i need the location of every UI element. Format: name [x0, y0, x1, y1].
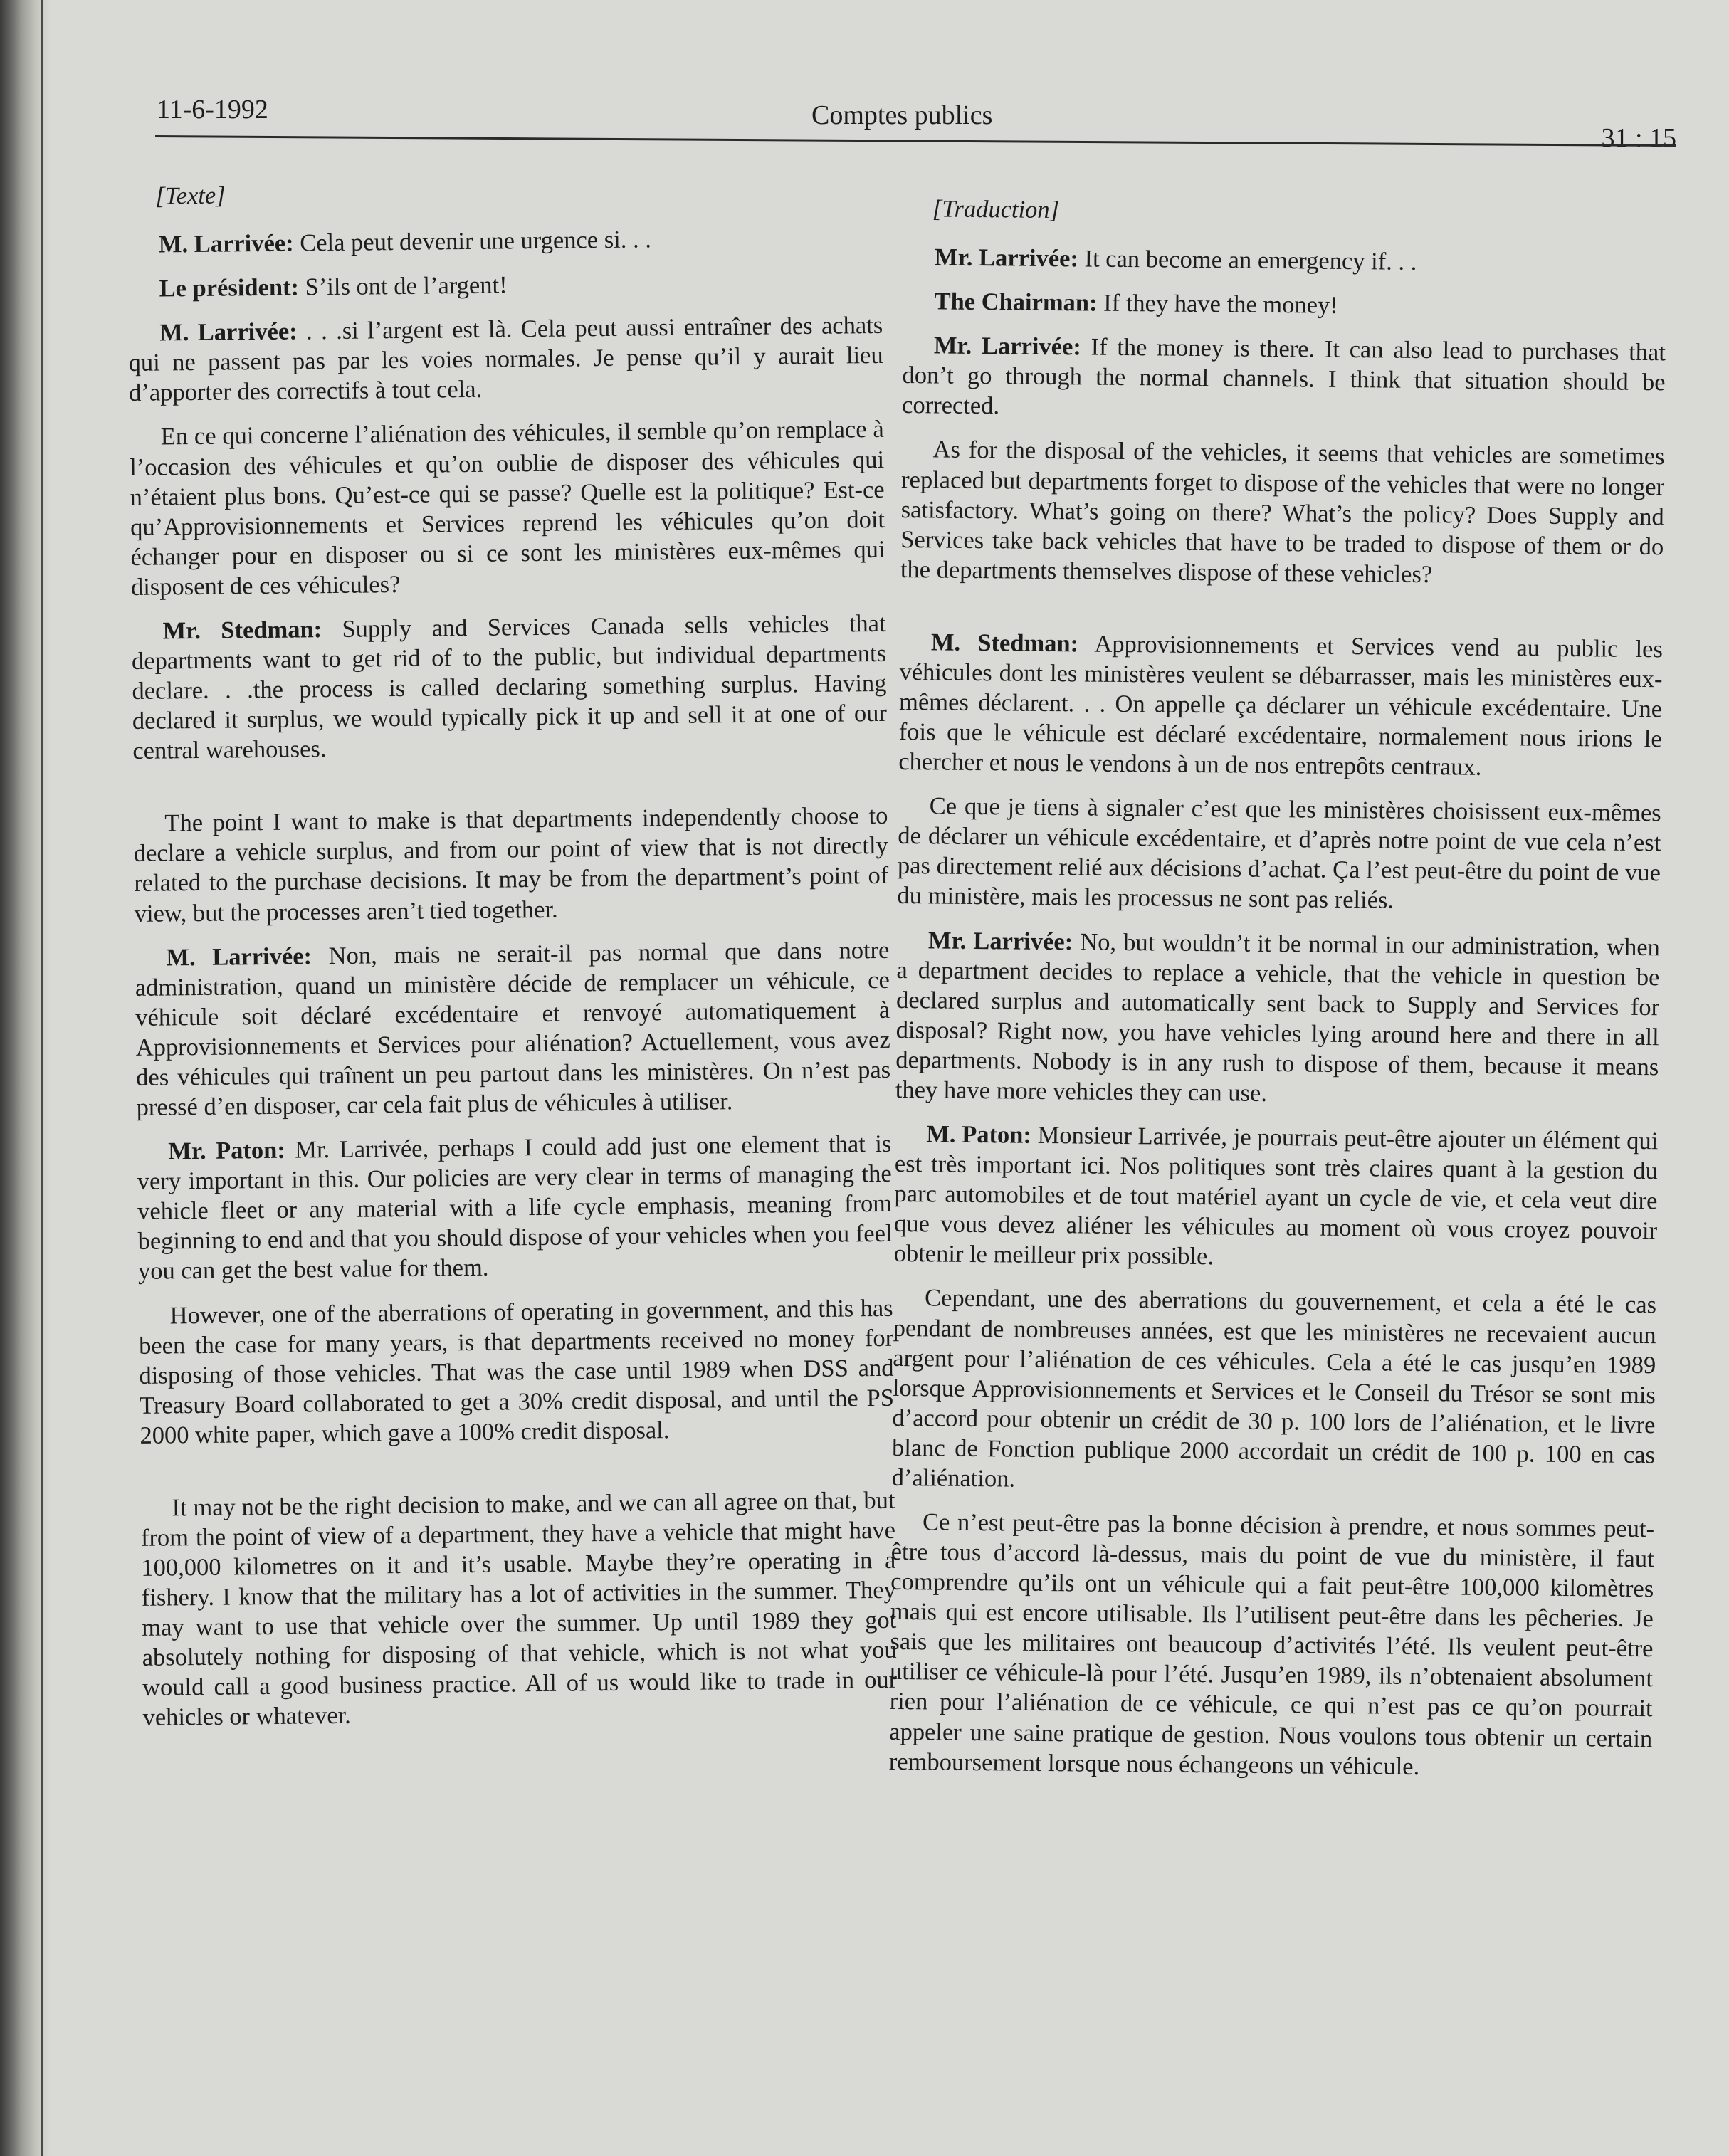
- speaker-name: Mr. Paton:: [168, 1136, 286, 1165]
- paragraph: [898, 627, 1663, 784]
- paragraph-text: It may not be the right decision to make, and we can all agree on that, but from the point of view of a department, they have a vehicle that might have 100,000 kilometres on it and it’s usable. Maybe they’re operating in a fishery. I know that the military has a lot of activities in the summer. They may want to use that vehicle over the summer. Up until 1989 they got absolutely nothing for disposing of that vehicle, which is not what you would call a good business practice. All of us would like to trade in our vehicles or whatever.: [140, 1486, 898, 1732]
- right-column: [888, 194, 1666, 1798]
- paragraph-text: Non, mais ne serait-il pas normal que dans notre administration, quand un ministère décide de remplacer un véhicule, ce véhicule soit déclaré excédentaire et renvoyé automatiquement à Approvisionnements et Services pour aliénation? Actuellement, vous avez des véhicules qui traînent un peu partout dans les ministères. On n’est pas pressé d’en disposer, car cela fait plus de véhicules à utiliser.: [135, 936, 891, 1121]
- paragraph: [889, 1507, 1655, 1784]
- paragraph-text: However, one of the aberrations of operating in government, and this has been the case for many years, is that departments received no money for disposing of those vehicles. That was the case until 1989 when DSS and Treasury Board collaborated to get a 30% credit disposal, and until the PS 2000 white paper, which gave a 100% credit disposal.: [138, 1294, 895, 1449]
- paragraph-text: Ce n’est peut-être pas la bonne décision à prendre, et nous sommes peut-être tous d’accord là-dessus, mais du point de vue du ministère, il faut comprendre qu’ils ont un véhicule qui a fait peut-être 100,000 kilomètres mais qui est encore utilisable. Ils l’utilisent peut-être dans les pêcheries. Je sais que les militaires ont beaucoup d’activités l’été. Ils veulent peut-être utiliser ce véhicule-là pour l’été. Jusqu’en 1989, ils n’obtenaient absolument rien pour l’aliénation de ce véhicule, ce qui n’est pas ce qu’on pourrait appeler une saine pratique de gestion. Nous voulons tous obtenir un certain remboursement lorsque nous échangeons un véhicule.: [888, 1508, 1655, 1780]
- speaker-name: M. Larrivée:: [158, 229, 294, 258]
- speaker-name: Mr. Larrivée:: [933, 332, 1082, 361]
- paragraph: [127, 222, 882, 260]
- left-column: [127, 174, 898, 1747]
- paragraph: [138, 1293, 894, 1450]
- speaker-name: Le président:: [159, 273, 300, 303]
- paragraph-text: Ce que je tiens à signaler c’est que les ministères choisissent eux-mêmes de déclarer un véhicule excédentaire, et d’après notre point de vue cela n’est pas directement relié aux décisions d’achat. Ça l’est peut-être du point de vue du ministère, mais les processus ne sont pas reliés.: [897, 792, 1661, 915]
- speaker-name: Mr. Stedman:: [162, 616, 322, 645]
- paragraph: [133, 801, 889, 928]
- paragraph: [127, 266, 882, 304]
- paragraph: [902, 330, 1666, 428]
- speaker-name: M. Larrivée:: [166, 942, 312, 972]
- paragraph: [135, 935, 891, 1122]
- paragraph-text: As for the disposal of the vehicles, it seems that vehicles are sometimes replaced but departments forget to dispose of the vehicles that were no longer satisfactory. What’s going on there? What’s the policy? Does Supply and Services take back vehicles that have to be traded to dispose of them or do the departments themselves dispose of these vehicles?: [900, 436, 1665, 588]
- paragraph-text: S’ils ont de l’argent!: [298, 271, 508, 301]
- paragraph: [130, 414, 886, 602]
- paragraph-text: It can become an emergency if. . .: [1078, 245, 1417, 275]
- paragraph: [131, 609, 887, 766]
- paragraph: [137, 1129, 893, 1286]
- section-tag-traduction: [Traduction]: [932, 195, 1060, 224]
- paragraph-text: Mr. Larrivée, perhaps I could add just one element that is very important in this. Our policies are very clear in terms of managing the vehicle fleet or any material with a life cycle emphasis, meaning from beginning to end and that you should dispose of your vehicles when you feel you can get the best value for them.: [137, 1130, 893, 1285]
- paragraph: [900, 434, 1665, 591]
- paragraph: [897, 791, 1661, 918]
- paragraph-text: Cependant, une des aberrations du gouvernement, et cela a été le cas pendant de nombreuses années, est que les ministères ne recevaient aucun argent pour l’aliénation de ces véhicules. Cela a été le cas jusqu’en 1989 lorsque Approvisionnements et Services et le Conseil du Trésor se sont mis d’accord pour obtenir un crédit de 30 p. 100 lors de l’aliénation, et le livre blanc de Fonction publique 2000 accordait un crédit de 100 p. 100 en cas d’aliénation.: [891, 1284, 1657, 1493]
- speaker-name: The Chairman:: [934, 288, 1098, 317]
- paragraph: [903, 286, 1666, 323]
- header-date: 11-6-1992: [157, 95, 268, 125]
- speaker-name: M. Stedman:: [930, 629, 1079, 658]
- page-number: 31 : 15: [1601, 123, 1676, 153]
- paragraph-text: Cela peut devenir une urgence si. . .: [293, 226, 652, 257]
- speaker-name: M. Larrivée:: [159, 317, 298, 347]
- paragraph: [891, 1283, 1656, 1500]
- paragraph: [128, 310, 883, 408]
- paragraph-text: Monsieur Larrivée, je pourrais peut-être ajouter un élément qui est très important ici. Nos politiques sont très claires quant à la gestion du parc automobiles et de tout matériel ayant un cycle de vie, et cela veut dire que vous devez aliéner les véhicules au moment où vous croyez pouvoir obtenir le meilleur prix possible.: [893, 1121, 1659, 1271]
- section-tag-texte: [Texte]: [155, 182, 226, 210]
- paragraph-text: . . .si l’argent est là. Cela peut aussi entraîner des achats qui ne passent pas par les voies normales. Je pense qu’il y aurait lieu d’apporter des correctifs à tout cela.: [128, 312, 883, 407]
- paragraph-text: Approvisionnements et Services vend au public les véhicules dont les ministères veulent se débarrasser, mais les ministères eux-mêmes déclarent. . . On appelle ça déclarer un véhicule excédentaire. Une fois que le véhicule est déclaré excédentaire, normalement nous irions le chercher et nous le vendons à un de nos entrepôts centraux.: [898, 630, 1664, 781]
- paragraph: [903, 242, 1666, 279]
- paragraph-text: If the money is there. It can also lead to purchases that don’t go through the normal channels. I think that situation should be corrected.: [901, 333, 1666, 420]
- paragraph-text: No, but wouldn’t it be normal in our administration, when a department decides to replace a vehicle, that the vehicle in question be declared surplus and automatically sent back to Supply and Services for disposal? Right now, you have vehicles lying around here and there in all departments. Nobody is in any rush to dispose of them, because it means they have more vehicles they can use.: [895, 927, 1661, 1107]
- header-title: Comptes publics: [811, 100, 993, 130]
- paragraph: [894, 1119, 1659, 1276]
- paragraph-text: If they have the money!: [1097, 289, 1338, 320]
- speaker-name: M. Paton:: [926, 1120, 1032, 1149]
- paragraph-text: The point I want to make is that departments independently choose to declare a vehicle surplus, and from our point of view that is not directly related to the purchase decisions. It may be from the department’s point of view, but the processes aren’t tied together.: [133, 802, 889, 927]
- binding-line: [41, 0, 43, 2156]
- paragraph-text: Supply and Services Canada sells vehicles that departments want to get rid of to the public, but individual departments declare. . .the process is called declaring something surplus. Having declared it surplus, we would typically pick it up and sell it at one of our central warehouses.: [131, 609, 888, 765]
- paragraph: [140, 1485, 897, 1733]
- paragraph: [895, 925, 1660, 1113]
- paragraph-text: En ce qui concerne l’aliénation des véhicules, il semble qu’on remplace à l’occasion des véhicules et qu’on oublie de disposer des véhicules qui n’étaient plus bons. Qu’est-ce qui se passe? Quelle est la politique? Est-ce qu’Approvisionnements et Services reprend les véhicules qu’on doit échanger pour en disposer ou si ce sont les ministères eux-mêmes qui disposent de ces véhicules?: [130, 416, 885, 601]
- speaker-name: Mr. Larrivée:: [927, 926, 1073, 955]
- speaker-name: Mr. Larrivée:: [934, 243, 1079, 273]
